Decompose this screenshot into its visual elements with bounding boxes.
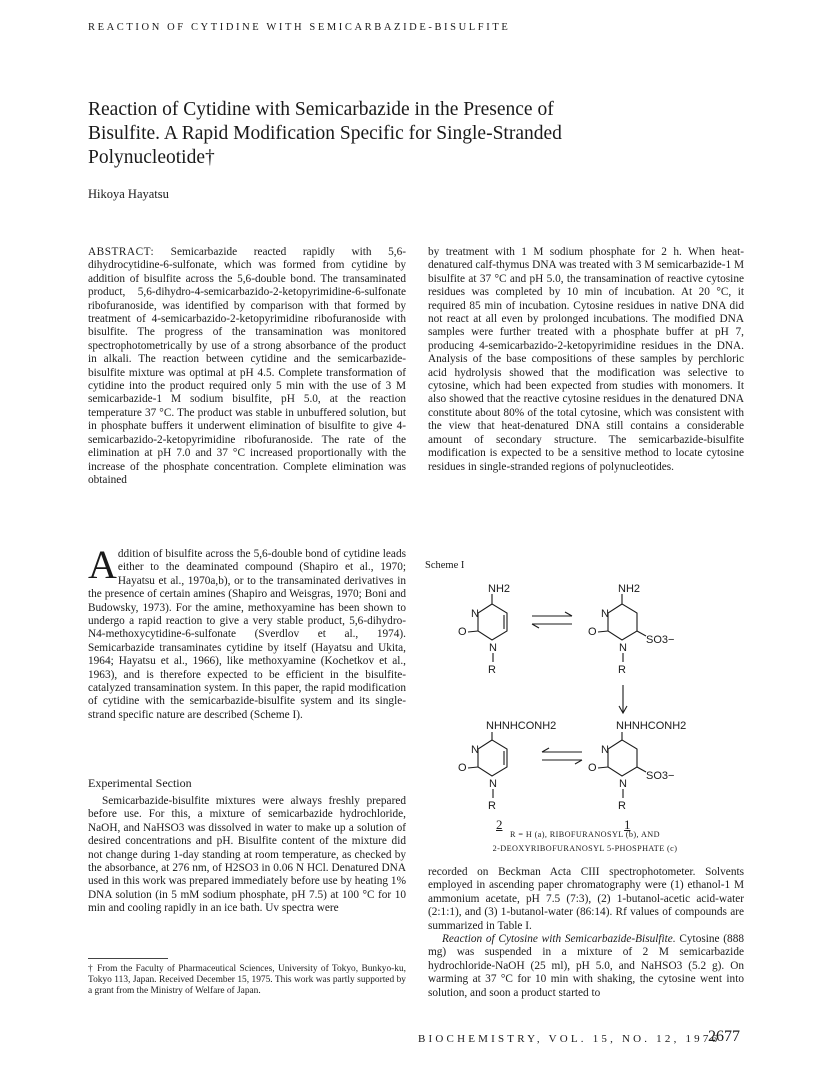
svg-text:O: O [458, 626, 467, 638]
sulfonate-structure [588, 583, 674, 676]
abstract-left-column [88, 246, 406, 487]
experimental-body [88, 795, 406, 916]
legend-line-1: R = H (a), RIBOFURANOSYL (b), AND [510, 830, 660, 839]
experimental-text: Semicarbazide-bisulfite mixtures were always freshly prepared before use. For this, a mixture of semicarbazide hydrochloride, NaOH, and NaHSO3 was dissolved in water to make up a solution of desired concentrations and pH. Bisulfite content of the mixture did not change during 1-day standing at room temperature, as checked by the absorbance, at 276 nm, of H2SO3 in 0.06 N HCl. Denatured DNA used in this work was prepared immediately before use by heating 1% DNA solution (in 5 mM sodium phosphate, pH 7.5) at 100 °C for 10 min and cooling rapidly in an ice bath. Uv spectra were [88, 795, 406, 915]
svg-text:N: N [619, 778, 627, 790]
methods-paragraph-1: recorded on Beckman Acta CIII spectrophotometer. Solvents employed in ascending paper chromatography were (1) ethanol-1 M ammonium acetate, pH 7.5 (7:3), (2) 1-butanol-acetic acid-water (2:1:1), and (3) 1-butanol-water (86:14). Rf values of compounds are summarized in Table I. [428, 866, 744, 932]
compound-1-label: 1 [624, 817, 631, 832]
abstract-label: ABSTRACT: [88, 246, 155, 258]
svg-text:N: N [601, 608, 609, 620]
abstract-text-right: by treatment with 1 M sodium phosphate for 2 h. When heat-denatured calf-thymus DNA was treated with 3 M semicarbazide-1 M bisulfite at 37 °C and pH 5.0, the transamination of reactive cytosine residues was completed by 10 min of incubation. At 20 °C, it required 85 min of incubation. Cytosine residues in native DNA did not react at all even by prolonged incubations. The modified DNA samples were further treated with a phosphate buffer at pH 7, producing 4-semicarbazido-2-ketopyrimidine residues in the DNA. Analysis of the base compositions of these samples by perchloric acid hydrolysis showed that the modification was selective to cytosine, which had been expected from studies with monomers. It also showed that the reactive cytosine residues in the denatured DNA constitute about 80% of the total cytosine, which was consistent with the view that heat-denatured DNA still contains a considerable amount of secondary structure. The semicarbazide-bisulfite modification is expected to be a sensitive method to locate cytosine residues in single-stranded regions of polynucleotides. [428, 246, 744, 473]
page-number: 2677 [708, 1028, 740, 1045]
svg-text:SO3−: SO3− [646, 634, 675, 646]
svg-text:N: N [619, 642, 627, 654]
article-title: Reaction of Cytidine with Semicarbazide in the Presence of Bisulfite. A Rapid Modification Specific for Single-Stranded Polynucleotide† [88, 99, 562, 168]
svg-text:O: O [458, 762, 467, 774]
scheme-legend [425, 828, 745, 856]
author-name: Hikoya Hayatsu [88, 187, 169, 201]
journal-footer: BIOCHEMISTRY, VOL. 15, NO. 12, 1976 [418, 1033, 721, 1045]
svg-text:O: O [588, 626, 597, 638]
svg-text:NH2: NH2 [618, 583, 641, 595]
introduction [88, 542, 406, 722]
equilibrium-arrow-bottom [542, 748, 582, 764]
methods-paragraph-2 [428, 933, 744, 1000]
footnote-rule [88, 958, 168, 959]
svg-text:O: O [588, 762, 597, 774]
footnote: † From the Faculty of Pharmaceutical Sciences, University of Tokyo, Bunkyo-ku, Tokyo 113, Japan. Received December 15, 1975. This work was partly supported by a grant from the Ministry of Welfare of Japan. [88, 964, 406, 996]
svg-text:NHNHCONH2: NHNHCONH2 [486, 720, 557, 732]
drop-cap: A [88, 542, 117, 587]
svg-text:N: N [471, 744, 479, 756]
svg-text:N: N [601, 744, 609, 756]
reaction-scheme [440, 572, 740, 822]
svg-text:SO3−: SO3− [646, 770, 675, 782]
compound-2-label: 2 [496, 817, 503, 832]
svg-text:N: N [489, 642, 497, 654]
subsection-heading: Reaction of Cytosine with Semicarbazide-Bisulfite. [442, 933, 676, 946]
methods-continued [428, 866, 744, 1000]
svg-text:N: N [489, 778, 497, 790]
svg-text:R: R [618, 664, 626, 676]
equilibrium-arrow-top [532, 612, 572, 628]
legend-line-2: 2-DEOXYRIBOFURANOSYL 5-PHOSPHATE (c) [492, 844, 678, 853]
cytidine-structure [458, 583, 510, 676]
running-head: REACTION OF CYTIDINE WITH SEMICARBAZIDE-BISULFITE [88, 22, 511, 33]
experimental-heading: Experimental Section [88, 776, 192, 790]
abstract-right-column [428, 246, 744, 474]
amino-label: NH2 [488, 583, 511, 595]
down-arrow [619, 685, 627, 713]
svg-text:R: R [618, 800, 626, 812]
intro-text: ddition of bisulfite across the 5,6-double bond of cytidine leads either to the deaminated compound (Shapiro et al., 1970; Hayatsu et al., 1970a,b), or to the transaminated derivatives in the presence of certain amines (Shapiro and Weisgras, 1970; Boni and Budowsky, 1973). For the amine, methoxyamine has been shown to undergo a rapid reaction to give a very stable product, 5,6-dihydro-N4-methoxycytidine-6-sulfonate (Sverdlov et al., 1974). Semicarbazide transaminates cytidine by itself (Hayatsu and Ukita, 1964; Hayatsu et al., 1966), like methoxyamine (Kochetkov et al., 1963), and is therefore expected to be efficient in the bisulfite-catalyzed transamination system. In this paper, the rapid modification of cytidine with the semicarbazide-bisulfite system and its single-strand specific nature are described (Scheme I). [88, 548, 406, 721]
subsection-text: Cytosine (888 mg) was suspended in a mixture of 2 M semicarbazide hydrochloride-NaOH (25 ml), pH 5.0, and NaHSO3 (5.2 g). On warming at 37 °C for 10 min with shaking, the cytosine went into solution, and soon a product started to [428, 933, 744, 999]
svg-text:R: R [488, 664, 496, 676]
scheme-label: Scheme I [425, 560, 465, 571]
semicarbazido-structure [458, 720, 556, 812]
svg-text:R: R [488, 800, 496, 812]
svg-text:NHNHCONH2: NHNHCONH2 [616, 720, 687, 732]
svg-text:N: N [471, 608, 479, 620]
abstract-text-left: Semicarbazide reacted rapidly with 5,6-dihydrocytidine-6-sulfonate, which was formed from cytidine by addition of bisulfite across the 5,6-double bond. The transaminated product, 5,6-dihydro-4-semicarbazido-2-ketopyrimidine-6-sulfonate ribofuranoside, was identified by comparison with that formed by treatment of 4-semicarbazido-2-ketopyrimidine ribofuranoside with bisulfite. The progress of the transamination was monitored spectrophotometrically by use of a strong absorbance of the product in alkali. The reaction between cytidine and the semicarbazide-bisulfite mixture was optimal at pH 4.5. Complete transformation of cytidine into the product required only 5 min with the use of 3 M semicarbazide-1 M sodium bisulfite, pH 5.0, at the reaction temperature 37 °C. The product was stable in unbuffered solution, but in phosphate buffers it underwent elimination of bisulfite to give 4-semicarbazido-2-ketopyrimidine ribofuranoside. The rate of the elimination at pH 7.0 and 37 °C increased proportionally with the increase of the phosphate concentration. Complete elimination was obtained [88, 246, 407, 486]
semicarbazido-sulfonate-structure [588, 720, 686, 812]
